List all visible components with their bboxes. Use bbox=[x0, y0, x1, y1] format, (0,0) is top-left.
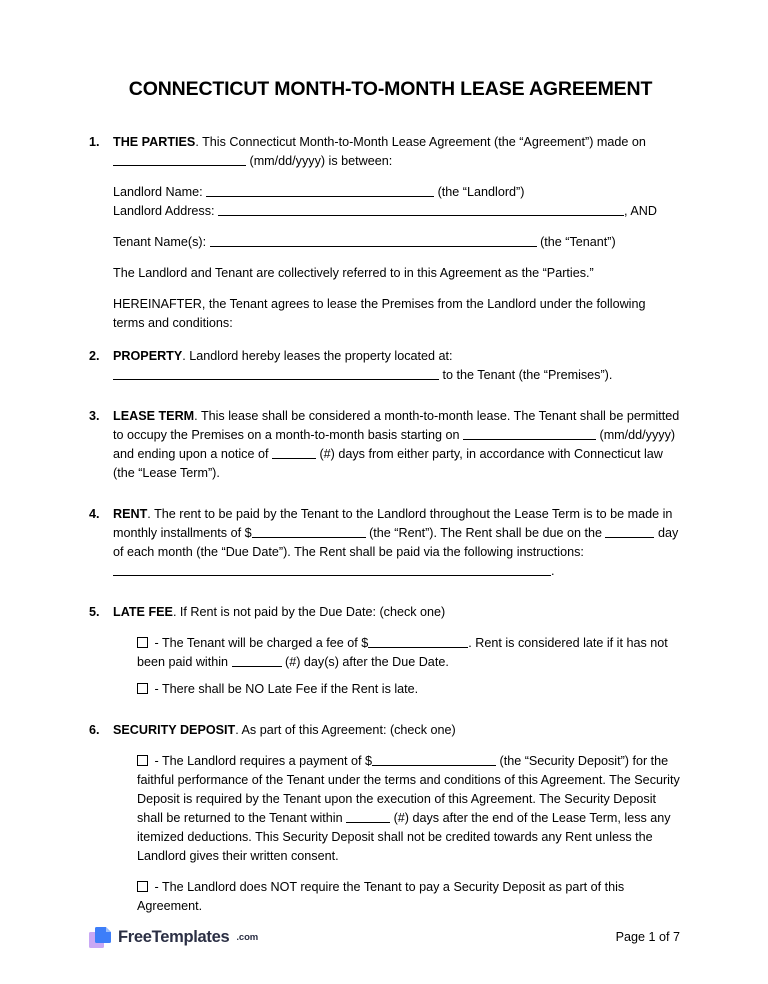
spacer bbox=[113, 252, 680, 264]
section-mid-text: (mm/dd/yyyy) and ending upon a notice of bbox=[113, 428, 676, 462]
property-address-suffix: to the Tenant (the “Premises”). bbox=[439, 368, 613, 383]
section-body bbox=[113, 603, 680, 699]
property-address-blank[interactable] bbox=[113, 366, 439, 380]
option-text-mid: (the “Security Deposit”) for the faithful performance of the Tenant under the terms and conditions of this Agreement. The Security Deposit is required by the Tenant upon the execution of this Agreement. The Security Deposit shall be returned to the Tenant within bbox=[137, 754, 680, 826]
spacer bbox=[113, 221, 680, 233]
brand-name: FreeTemplates bbox=[118, 928, 230, 947]
section-body bbox=[113, 721, 680, 916]
agreement-date-blank[interactable] bbox=[113, 152, 246, 166]
section-body bbox=[113, 505, 680, 581]
section-heading: LATE FEE bbox=[113, 605, 173, 620]
tenant-name-blank[interactable] bbox=[210, 233, 537, 247]
section-lead-text: . As part of this Agreement: (check one) bbox=[235, 723, 456, 738]
option-text-post: (#) days after the end of the Lease Term, less any itemized deductions. This Security Deposit shall not be credited towards any Rent unless the Landlord gives their written consent. bbox=[137, 811, 671, 864]
landlord-name-blank[interactable] bbox=[206, 183, 434, 197]
logo-folded-corner bbox=[106, 927, 111, 932]
page-title: CONNECTICUT MONTH-TO-MONTH LEASE AGREEMENT bbox=[128, 78, 653, 100]
checkbox-icon[interactable] bbox=[137, 683, 148, 694]
payment-instructions-blank[interactable] bbox=[113, 562, 551, 576]
option-text: - There shall be NO Late Fee if the Rent is late. bbox=[151, 682, 419, 697]
option-text-pre: - The Tenant will be charged a fee of $ bbox=[151, 636, 369, 651]
section-body bbox=[113, 133, 680, 333]
section-number: 2. bbox=[89, 349, 100, 364]
landlord-name-row bbox=[113, 183, 680, 202]
late-fee-option-none[interactable] bbox=[137, 680, 680, 699]
landlord-address-row bbox=[113, 202, 680, 221]
security-deposit-option-required[interactable] bbox=[137, 752, 680, 866]
parties-sentence: The Landlord and Tenant are collectively referred to in this Agreement as the “Parties.” bbox=[113, 266, 594, 281]
security-deposit-return-days-blank[interactable] bbox=[346, 809, 390, 823]
option-text-mid: . Rent is considered late if it has not been paid within bbox=[137, 636, 668, 670]
notice-days-blank[interactable] bbox=[272, 445, 316, 459]
spacer bbox=[113, 672, 680, 680]
checkbox-icon[interactable] bbox=[137, 881, 148, 892]
spacer bbox=[113, 622, 680, 634]
section-number: 3. bbox=[89, 409, 100, 424]
section-the-parties bbox=[89, 133, 680, 333]
tenant-name-row bbox=[113, 233, 680, 252]
section-body bbox=[113, 407, 680, 483]
spacer bbox=[89, 399, 680, 407]
page-footer bbox=[89, 927, 680, 948]
option-text: - The Landlord does NOT require the Tenant to pay a Security Deposit as part of this Agreement. bbox=[137, 880, 625, 914]
option-text-pre: - The Landlord requires a payment of $ bbox=[151, 754, 372, 769]
section-amount-suffix: (the “Rent”). The Rent shall be due on the bbox=[365, 526, 606, 541]
freetemplates-logo[interactable] bbox=[89, 927, 258, 948]
tenant-name-label: Tenant Name(s): bbox=[113, 235, 210, 250]
spacer bbox=[113, 740, 680, 752]
section-late-fee bbox=[89, 603, 680, 699]
section-lead-text: . The rent to be paid by the Tenant to the Landlord throughout the Lease Term is to be made in monthly installments of $ bbox=[113, 507, 673, 541]
section-lead-text: . This lease shall be considered a month-to-month lease. The Tenant shall be permitted to occupy the Premises on a month-to-month basis starting on bbox=[113, 409, 680, 443]
brand-tld: .com bbox=[236, 932, 259, 943]
section-end-text: . bbox=[551, 564, 555, 579]
document-content bbox=[89, 78, 680, 930]
spacer bbox=[113, 171, 680, 183]
due-day-blank[interactable] bbox=[605, 524, 654, 538]
spacer bbox=[113, 283, 680, 295]
section-heading: PROPERTY bbox=[113, 349, 183, 364]
section-notice-suffix: (#) days from either party, in accordance with Connecticut law (the “Lease Term”). bbox=[113, 447, 663, 481]
documents-logo-icon bbox=[89, 927, 111, 948]
option-text-post: (#) day(s) after the Due Date. bbox=[281, 655, 449, 670]
property-address-row bbox=[113, 366, 680, 385]
landlord-address-label: Landlord Address: bbox=[113, 204, 219, 219]
section-heading: THE PARTIES bbox=[113, 135, 196, 150]
rent-amount-blank[interactable] bbox=[252, 524, 366, 538]
section-heading: LEASE TERM bbox=[113, 409, 195, 424]
security-deposit-option-not-required[interactable] bbox=[137, 878, 680, 916]
section-number: 6. bbox=[89, 723, 100, 738]
hereinafter-sentence: HEREINAFTER, the Tenant agrees to lease the Premises from the Landlord under the following terms and conditions: bbox=[113, 297, 646, 331]
section-lead-text: . If Rent is not paid by the Due Date: (check one) bbox=[172, 605, 446, 620]
section-heading: SECURITY DEPOSIT bbox=[113, 723, 236, 738]
landlord-address-blank[interactable] bbox=[218, 202, 624, 216]
landlord-address-suffix: , AND bbox=[624, 204, 657, 219]
checkbox-icon[interactable] bbox=[137, 637, 148, 648]
security-deposit-amount-blank[interactable] bbox=[372, 752, 496, 766]
section-heading: RENT bbox=[113, 507, 148, 522]
section-number: 5. bbox=[89, 605, 100, 620]
section-property bbox=[89, 347, 680, 385]
late-fee-amount-blank[interactable] bbox=[368, 634, 468, 648]
tenant-name-suffix: (the “Tenant”) bbox=[536, 235, 616, 250]
lease-start-date-blank[interactable] bbox=[463, 426, 596, 440]
landlord-name-suffix: (the “Landlord”) bbox=[434, 185, 525, 200]
spacer bbox=[113, 866, 680, 878]
section-body bbox=[113, 347, 680, 385]
section-number: 4. bbox=[89, 507, 100, 522]
spacer bbox=[89, 713, 680, 721]
section-rent bbox=[89, 505, 680, 581]
logo-front-sheet bbox=[95, 927, 111, 943]
spacer bbox=[89, 497, 680, 505]
section-lease-term bbox=[89, 407, 680, 483]
section-lead-text: . Landlord hereby leases the property located at: bbox=[182, 349, 453, 364]
page-number: Page 1 of 7 bbox=[615, 930, 680, 945]
section-day-suffix: day of each month (the “Due Date”). The Rent shall be paid via the following instructions: bbox=[113, 526, 679, 560]
checkbox-icon[interactable] bbox=[137, 755, 148, 766]
section-security-deposit bbox=[89, 721, 680, 916]
late-fee-grace-days-blank[interactable] bbox=[232, 653, 282, 667]
landlord-name-label: Landlord Name: bbox=[113, 185, 207, 200]
section-number: 1. bbox=[89, 135, 100, 150]
section-lead-text: . This Connecticut Month-to-Month Lease Agreement (the “Agreement”) made on bbox=[195, 135, 646, 150]
section-date-suffix: (mm/dd/yyyy) is between: bbox=[246, 154, 393, 169]
spacer bbox=[89, 595, 680, 603]
late-fee-option-charged[interactable] bbox=[137, 634, 680, 672]
